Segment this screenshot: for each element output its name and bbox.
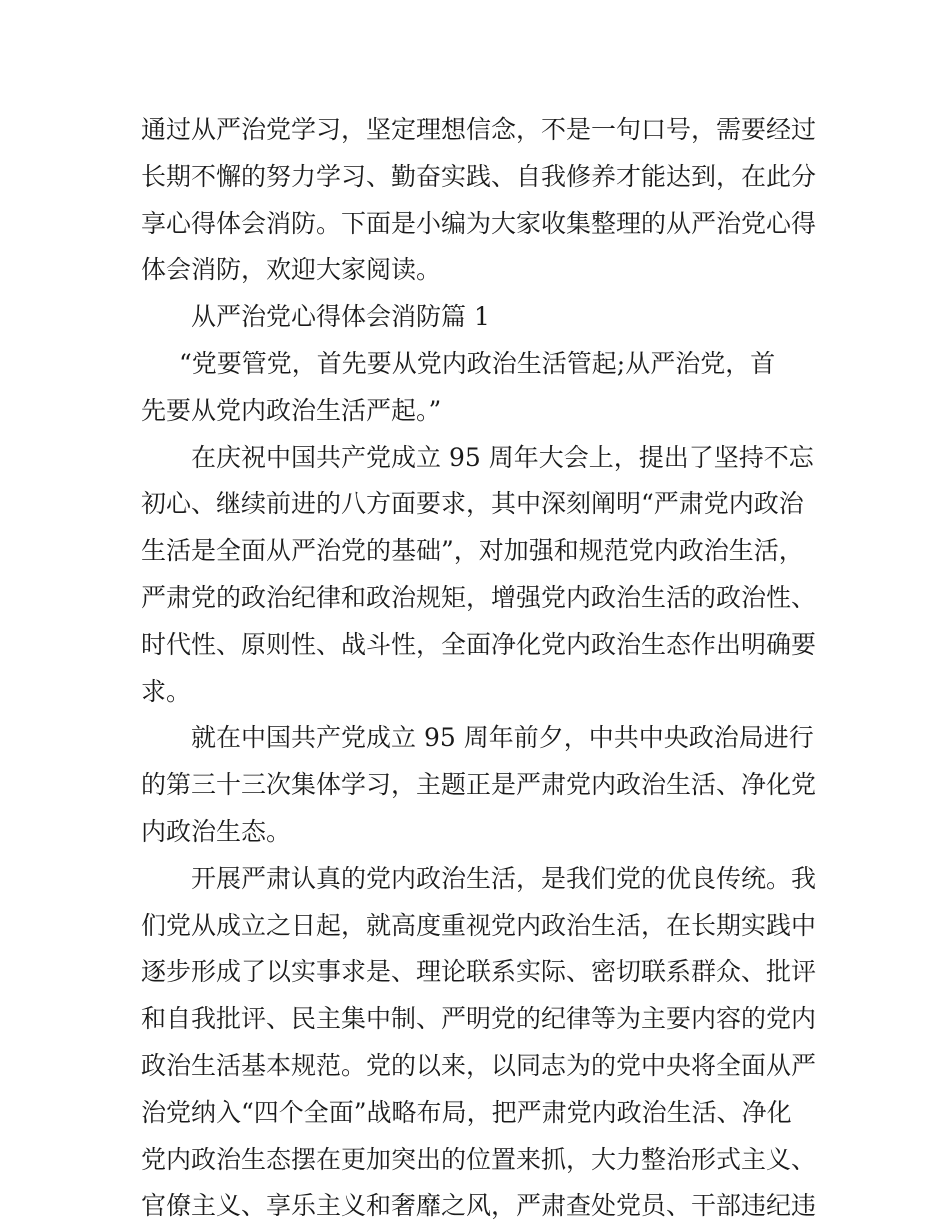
text-line: 逐步形成了以实事求是、理论联系实际、密切联系群众、批评 bbox=[141, 957, 817, 987]
text-line: 和自我批评、民主集中制、严明党的纪律等为主要内容的党内 bbox=[141, 1004, 817, 1034]
text-line: 的第三十三次集体学习，主题正是严肃党内政治生活、净化党 bbox=[141, 770, 817, 800]
quote-line: “党要管党，首先要从党内政治生活管起;从严治党，首 bbox=[179, 348, 776, 378]
text-line: 在庆祝中国共产党成立 95 周年大会上，提出了坚持不忘 bbox=[191, 442, 814, 472]
text-line: 官僚主义、享乐主义和奢靡之风，严肃查处党员、干部违纪违 bbox=[141, 1191, 817, 1221]
text-line: 治党纳入“四个全面”战略布局，把严肃党内政治生活、净化 bbox=[141, 1097, 792, 1127]
text-line: 时代性、原则性、战斗性，全面净化党内政治生态作出明确要 bbox=[141, 629, 817, 659]
text-line: 长期不懈的努力学习、勤奋实践、自我修养才能达到，在此分 bbox=[141, 161, 817, 191]
text-line: 党内政治生态摆在更加突出的位置来抓，大力整治形式主义、 bbox=[141, 1144, 817, 1174]
text-line: 就在中国共产党成立 95 周年前夕，中共中央政治局进行 bbox=[191, 723, 814, 753]
text-line: 内政治生态。 bbox=[141, 816, 292, 846]
text-line: 们党从成立之日起，就高度重视党内政治生活，在长期实践中 bbox=[141, 910, 817, 940]
section-heading: 从严治党心得体会消防篇 1 bbox=[191, 302, 490, 332]
text-line: 享心得体会消防。下面是小编为大家收集整理的从严治党心得 bbox=[141, 208, 817, 238]
text-line: 开展严肃认真的党内政治生活，是我们党的优良传统。我 bbox=[191, 863, 817, 893]
quote-line: 先要从党内政治生活严起。” bbox=[141, 395, 442, 425]
text-line: 初心、继续前进的八方面要求，其中深刻阐明“严肃党内政治 bbox=[141, 489, 804, 519]
text-line: 通过从严治党学习，坚定理想信念，不是一句口号，需要经过 bbox=[141, 115, 817, 144]
document-body bbox=[141, 107, 821, 1230]
text-line: 严肃党的政治纪律和政治规矩，增强党内政治生活的政治性、 bbox=[141, 582, 817, 612]
text-line: 政治生活基本规范。党的以来，以同志为的党中央将全面从严 bbox=[141, 1050, 817, 1080]
text-line: 求。 bbox=[141, 676, 192, 706]
text-line: 体会消防，欢迎大家阅读。 bbox=[141, 255, 442, 285]
text-line: 生活是全面从严治党的基础”，对加强和规范党内政治生活， bbox=[141, 536, 804, 566]
